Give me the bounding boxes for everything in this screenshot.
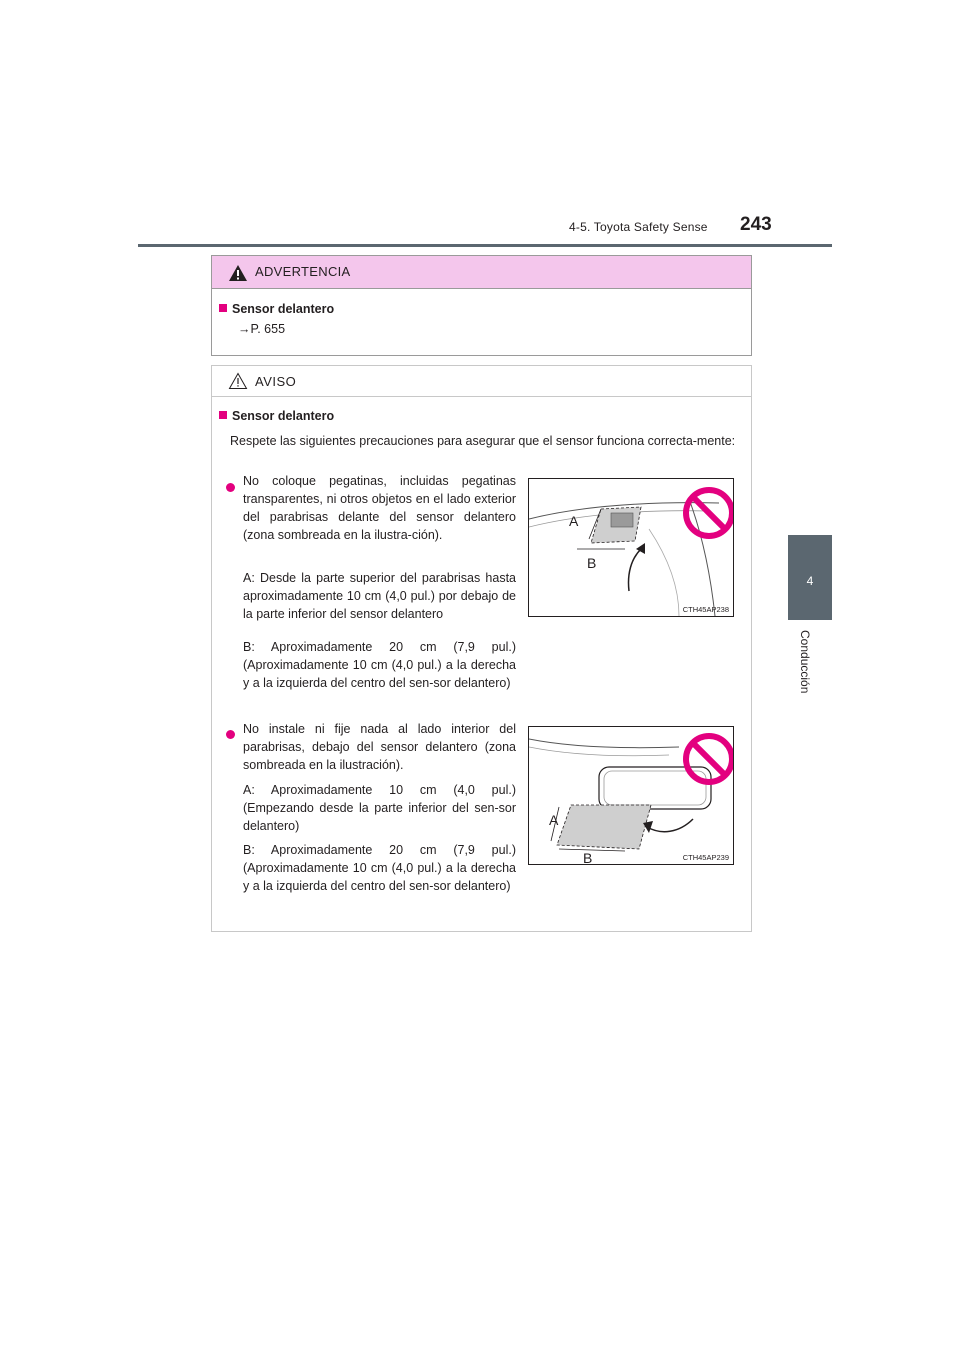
point-1-text: No coloque pegatinas, incluidas pegatinas transparentes, ni otros objetos en el lado exterior del parabrisas delante del sensor delantero (zona sombreada en la ilustra-ción).	[243, 474, 516, 542]
square-bullet-icon	[219, 304, 227, 312]
caution-intro: Respete las siguientes precauciones para asegurar que el sensor funciona correcta-mente:	[230, 434, 736, 448]
header-rule	[138, 244, 832, 247]
figure-1	[528, 478, 734, 617]
warning-triangle-icon	[228, 264, 248, 282]
figure-1-label-a: A	[569, 513, 579, 529]
figure-2	[528, 726, 734, 865]
point-1-note-b: B: Aproximadamente 20 cm (7,9 pul.) (Aproximadamente 10 cm (4,0 pul.) a la derecha y a la izquierda del centro del sen-sor delantero)	[243, 640, 516, 690]
caution-triangle-icon	[228, 372, 248, 390]
round-bullet-icon	[226, 483, 235, 492]
point-2-note-b: B: Aproximadamente 20 cm (7,9 pul.) (Aproximadamente 10 cm (4,0 pul.) a la derecha y a la izquierda del centro del sen-sor delantero)	[243, 843, 516, 893]
figure-2-label-a: A	[549, 812, 559, 828]
warning-title: ADVERTENCIA	[255, 264, 351, 279]
caution-title: AVISO	[255, 374, 297, 389]
prohibition-icon	[686, 490, 732, 536]
caution-header	[212, 366, 751, 397]
round-bullet-icon	[226, 730, 235, 739]
page-number: 243	[740, 214, 772, 235]
warning-box	[211, 255, 752, 356]
point-2-note-a: A: Aproximadamente 10 cm (4,0 pul.) (Empezando desde la parte inferior del sen-sor delantero)	[243, 783, 516, 833]
point-1-note-a: A: Desde la parte superior del parabrisas hasta aproximadamente 10 cm (4,0 pul.) por debajo de la parte inferior del sensor delantero	[243, 571, 516, 621]
figure-2-code: CTH45AP239	[682, 853, 729, 862]
chapter-number: 4	[806, 574, 814, 588]
caution-item-heading: Sensor delantero	[219, 409, 334, 423]
figure-1-illustration	[529, 479, 733, 616]
figure-1-label-b: B	[587, 555, 597, 571]
figure-2-label-b: B	[583, 850, 593, 864]
figure-1-code: CTH45AP238	[682, 605, 729, 614]
warning-item-heading: Sensor delantero	[219, 302, 334, 316]
point-2-text: No instale ni fije nada al lado interior del parabrisas, debajo del sensor delantero (zona sombreada en la ilustración).	[243, 722, 516, 772]
square-bullet-icon	[219, 411, 227, 419]
caution-box	[211, 365, 752, 932]
figure-2-illustration	[529, 727, 733, 864]
warning-header	[212, 256, 751, 289]
prohibition-icon	[686, 736, 732, 782]
chapter-label: Conducción	[798, 630, 812, 694]
warning-reference: →P. 655	[238, 322, 286, 336]
section-title: 4-5. Toyota Safety Sense	[569, 220, 708, 234]
